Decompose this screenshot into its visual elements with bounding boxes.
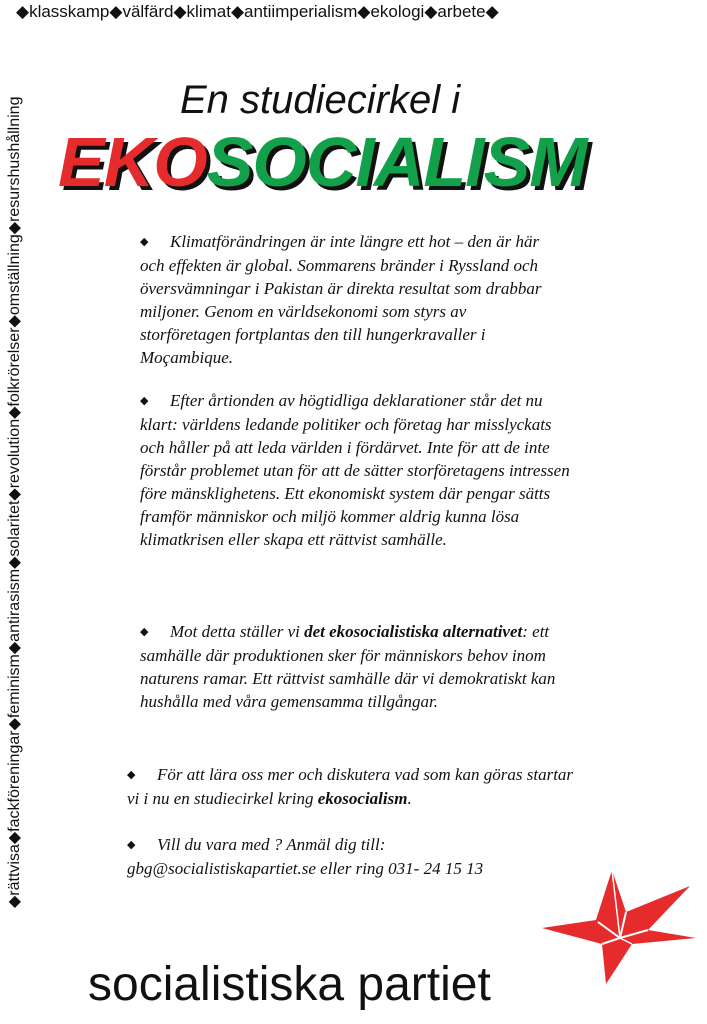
red-star-icon (540, 868, 698, 986)
contact-email-phone: gbg@socialistiskapartiet.se eller ring 031- 24 15 13 (127, 859, 484, 878)
paragraph-studycircle-text-a: För att lära oss mer och diskutera vad som kan göras startar vi i nu en studiecirkel kring (127, 765, 574, 808)
bullet-icon: ◆ (140, 626, 149, 638)
bullet-icon: ◆ (127, 839, 136, 851)
paragraph-studycircle-emphasis: ekosocialism (317, 789, 408, 808)
paragraph-alternative-text-a: Mot detta ställer vi (170, 622, 305, 641)
paragraph-climate-text: Klimatförändringen är inte längre ett hot – den är här och effekten är global. Sommarens bränder i Ryssland och översvämningar i Pakistan är direkta resultat som drabbar miljoner. Genom en världsekonomi som styrs av storföretagen fortplantas den till hungerkravaller i Moçambique. (140, 232, 542, 367)
party-name-footer: socialistiska partiet (88, 958, 491, 1011)
topics-banner-side: ◆rättvisa◆fackföreningar◆feminism◆antirasism◆solaritet◆revolution◆folkrörelser◆omställning◆resurshushållning (6, 96, 23, 908)
paragraph-alternative-emphasis: det ekosocialistiska alternativet (304, 622, 523, 641)
paragraph-alternative (140, 620, 560, 713)
paragraph-declarations-text: Efter årtionden av högtidliga deklarationer står det nu klart: världens ledande politiker och företag har misslyckats och håller på att leda världen i fördärvet. Inte för att de inte förstår problemet utan för att de sätter storföretagens intressen före mänsklighetens. Ett ekonomiskt system där pengar sätts framför människor och miljö kommer aldrig kunna lösa klimatkrisen eller skapa ett rättvist samhälle. (140, 391, 570, 549)
title-socialism: SOCIALISM (206, 123, 587, 201)
topics-banner-top: ◆klasskamp◆välfärd◆klimat◆antiimperialism◆ekologi◆arbete◆ (16, 2, 499, 21)
bullet-icon: ◆ (127, 769, 136, 781)
bullet-icon: ◆ (140, 395, 149, 407)
paragraph-contact-prompt: Vill du vara med ? Anmäl dig till: (157, 835, 386, 854)
paragraph-declarations (140, 389, 570, 551)
paragraph-alternative-text-c: : ett samhälle där produktionen sker för människors behov inom naturens ramar. Ett rättvist samhälle där vi demokratiskt kan hushålla med våra gemensamma tillgångar. (140, 622, 556, 711)
title-line-1: En studiecirkel i (180, 78, 461, 122)
paragraph-studycircle-text-c: . (407, 789, 412, 808)
title-eko: EKO (58, 123, 207, 201)
title-ekosocialism (58, 122, 587, 202)
paragraph-contact (127, 833, 577, 880)
paragraph-climate (140, 230, 560, 369)
paragraph-studycircle (127, 763, 577, 810)
bullet-icon: ◆ (140, 236, 149, 248)
